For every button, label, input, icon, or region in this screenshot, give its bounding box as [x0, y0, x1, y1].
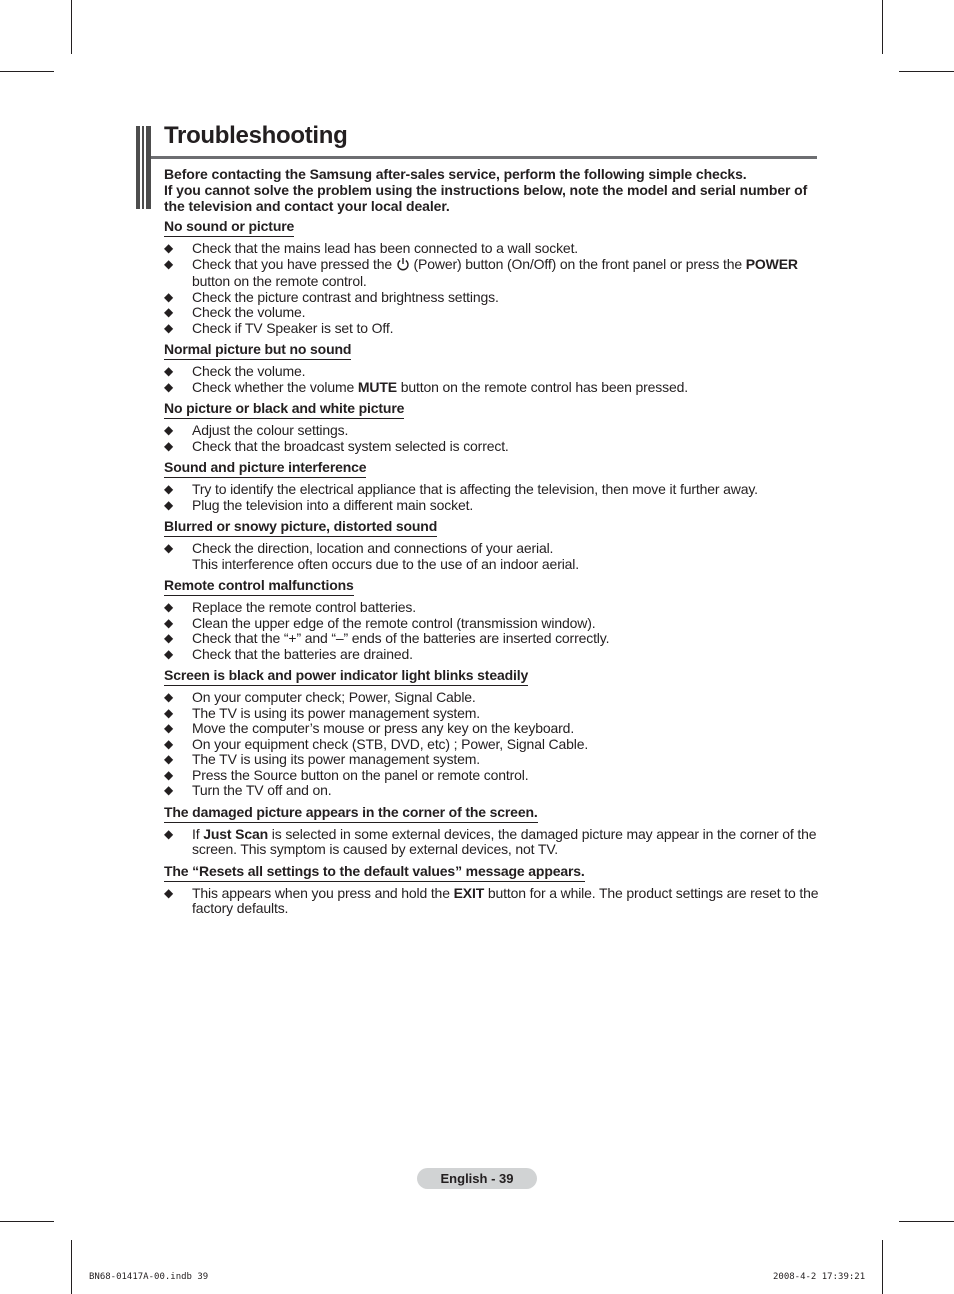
print-slug-right: 2008-4-2 17:39:21	[773, 1272, 866, 1282]
item-text: If	[192, 825, 204, 842]
diamond-bullet-icon: ◆	[164, 241, 174, 255]
diamond-bullet-icon: ◆	[164, 305, 174, 319]
troubleshooting-section	[164, 459, 819, 513]
list-item	[164, 827, 819, 858]
section-heading: Screen is black and power indicator light blinks steadily	[164, 667, 528, 686]
item-text: This appears when you press and hold the	[192, 884, 454, 901]
button-name-text: MUTE	[357, 378, 397, 395]
section-heading: Remote control malfunctions	[164, 577, 354, 596]
section-heading: The damaged picture appears in the corner of the screen.	[164, 804, 538, 823]
item-text: The TV is using its power management system.	[192, 751, 481, 767]
item-text: button for a while. The product settings are reset to the factory defaults.	[192, 884, 819, 916]
list-item	[164, 380, 819, 396]
item-text: Press the Source button on the panel or remote control.	[192, 766, 529, 783]
diamond-bullet-icon: ◆	[164, 736, 174, 751]
crop-mark	[882, 0, 883, 54]
item-text: Check that you have pressed the	[192, 255, 396, 272]
troubleshooting-list	[164, 218, 819, 922]
item-text: Check the picture contrast and brightness settings.	[192, 288, 499, 305]
item-text: Check that the mains lead has been connected to a wall socket.	[192, 240, 579, 256]
item-text: Clean the upper edge of the remote control (transmission window).	[192, 614, 596, 631]
list-item	[164, 423, 819, 439]
crop-mark	[882, 1240, 883, 1294]
diamond-bullet-icon: ◆	[164, 256, 174, 271]
diamond-bullet-icon: ◆	[164, 600, 174, 614]
print-slug-left: BN68-01417A-00.indb 39	[89, 1272, 209, 1282]
list-item	[164, 364, 819, 380]
list-item	[164, 541, 819, 572]
diamond-bullet-icon: ◆	[164, 767, 174, 782]
list-item	[164, 498, 819, 514]
item-text: button on the remote control.	[192, 273, 367, 289]
list-item	[164, 631, 819, 647]
page-number-badge: English - 39	[417, 1168, 537, 1189]
item-text: Check that the batteries are drained.	[192, 645, 413, 662]
button-name-text: Just Scan	[203, 825, 269, 842]
item-text: On your equipment check (STB, DVD, etc) ; Power, Signal Cable.	[192, 735, 589, 752]
list-item	[164, 690, 819, 706]
list-item	[164, 616, 819, 632]
diamond-bullet-icon: ◆	[164, 705, 174, 720]
list-item	[164, 647, 819, 663]
page-title: Troubleshooting	[164, 122, 348, 149]
troubleshooting-section	[164, 341, 819, 395]
list-item	[164, 768, 819, 784]
item-text: Check if TV Speaker is set to Off.	[192, 319, 394, 336]
section-heading: Sound and picture interference	[164, 459, 366, 478]
item-text: Check whether the volume	[192, 378, 358, 395]
section-heading: Blurred or snowy picture, distorted sound	[164, 518, 437, 537]
list-item	[164, 241, 819, 257]
item-text: Move the computer’s mouse or press any key on the keyboard.	[192, 720, 575, 736]
diamond-bullet-icon: ◆	[164, 438, 174, 453]
list-item	[164, 305, 819, 321]
item-text: Check the volume.	[192, 363, 306, 379]
list-item	[164, 721, 819, 737]
diamond-bullet-icon: ◆	[164, 721, 174, 735]
item-text: Try to identify the electrical appliance that is affecting the television, then move it further away.	[192, 481, 758, 497]
button-name-text: EXIT	[453, 884, 485, 901]
troubleshooting-section	[164, 667, 819, 799]
item-text: (Power) button (On/Off) on the front panel or press the	[409, 255, 746, 272]
diamond-bullet-icon: ◆	[164, 826, 174, 841]
troubleshooting-section	[164, 804, 819, 858]
intro-line: Before contacting the Samsung after-sales service, perform the following simple checks.	[164, 166, 747, 182]
troubleshooting-section	[164, 518, 819, 572]
list-item	[164, 706, 819, 722]
crop-mark	[71, 1240, 72, 1294]
diamond-bullet-icon: ◆	[164, 289, 174, 304]
diamond-bullet-icon: ◆	[164, 646, 174, 661]
intro-line: If you cannot solve the problem using the instructions below, note the model and serial number of the television and contact your local dealer.	[164, 182, 808, 214]
item-text: Adjust the colour settings.	[192, 422, 349, 438]
list-item	[164, 600, 819, 616]
intro-text	[164, 166, 819, 214]
troubleshooting-section	[164, 400, 819, 454]
list-item	[164, 290, 819, 306]
diamond-bullet-icon: ◆	[164, 615, 174, 630]
item-text: Check that the “+” and “–” ends of the batteries are inserted correctly.	[192, 630, 610, 646]
list-item	[164, 886, 819, 917]
section-heading: The “Resets all settings to the default values” message appears.	[164, 863, 585, 882]
list-item	[164, 321, 819, 337]
title-rule	[151, 156, 817, 159]
diamond-bullet-icon: ◆	[164, 541, 174, 555]
item-text: Check that the broadcast system selected is correct.	[192, 437, 509, 454]
button-name-text: POWER	[745, 255, 798, 272]
crop-mark	[0, 71, 54, 72]
section-heading: No sound or picture	[164, 218, 294, 237]
diamond-bullet-icon: ◆	[164, 783, 174, 797]
troubleshooting-section	[164, 218, 819, 336]
item-text: Check the direction, location and connections of your aerial.	[192, 540, 554, 556]
item-text: Replace the remote control batteries.	[192, 599, 417, 615]
item-text: Check the volume.	[192, 304, 306, 320]
item-text: This interference often occurs due to the use of an indoor aerial.	[192, 555, 580, 572]
crop-mark	[899, 71, 954, 72]
item-text: is selected in some external devices, the damaged picture may appear in the corner of the screen. This symptom is caused by external devices, not TV.	[192, 825, 817, 857]
item-text: Plug the television into a different main socket.	[192, 496, 474, 513]
troubleshooting-section	[164, 577, 819, 662]
item-text: The TV is using its power management system.	[192, 704, 481, 721]
item-text: button on the remote control has been pressed.	[396, 378, 689, 395]
diamond-bullet-icon: ◆	[164, 690, 174, 704]
section-heading: No picture or black and white picture	[164, 400, 404, 419]
crop-mark	[0, 1221, 54, 1222]
item-text: Turn the TV off and on.	[192, 782, 332, 798]
item-text: On your computer check; Power, Signal Cable.	[192, 689, 476, 705]
diamond-bullet-icon: ◆	[164, 482, 174, 496]
troubleshooting-section	[164, 863, 819, 917]
diamond-bullet-icon: ◆	[164, 320, 174, 335]
list-item	[164, 257, 819, 290]
section-heading: Normal picture but no sound	[164, 341, 351, 360]
diamond-bullet-icon: ◆	[164, 364, 174, 378]
diamond-bullet-icon: ◆	[164, 379, 174, 394]
diamond-bullet-icon: ◆	[164, 752, 174, 766]
diamond-bullet-icon: ◆	[164, 631, 174, 645]
list-item	[164, 752, 819, 768]
crop-mark	[71, 0, 72, 54]
list-item	[164, 783, 819, 799]
diamond-bullet-icon: ◆	[164, 497, 174, 512]
power-icon	[396, 257, 410, 275]
diamond-bullet-icon: ◆	[164, 423, 174, 437]
diamond-bullet-icon: ◆	[164, 885, 174, 900]
crop-mark	[899, 1221, 954, 1222]
list-item	[164, 737, 819, 753]
list-item	[164, 439, 819, 455]
list-item	[164, 482, 819, 498]
